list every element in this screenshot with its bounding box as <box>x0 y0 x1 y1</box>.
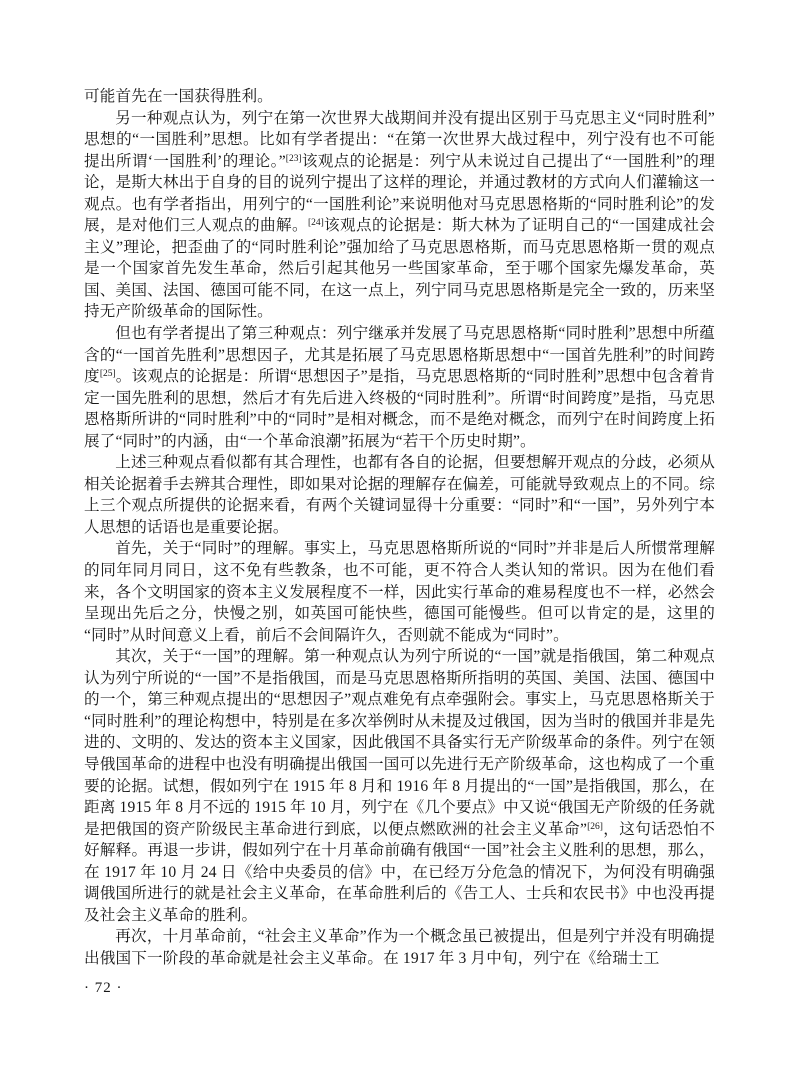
paragraph: 上述三种观点看似都有其合理性，也都有各自的论据，但要想解开观点的分歧，必须从相关论据着手去辨其合理性，即如果对论据的理解存在偏差，可能就导致观点上的不同。综上三个观点所提供的论据来看，有两个关键词显得十分重要：“同时”和“一国”，另外列宁本人思想的话语也是重要论据。 <box>84 454 715 536</box>
citation-marker: [24] <box>307 218 324 229</box>
paragraph: 可能首先在一国获得胜利。 <box>84 88 273 105</box>
page-number: · 72 · <box>84 980 123 997</box>
paragraph: 其次，关于“一国”的理解。第一种观点认为列宁所说的“一国”就是指俄国，第二种观点认为列宁所说的“一国”不是指俄国，而是马克思恩格斯所指明的英国、美国、法国、德国中的一个，第三种观点提出的“思想因子”观点难免有点牵强附会。事实上，马克思恩格斯关于“同时胜利”的理论构想中，特别是在多次举例时从未提及过俄国，因为当时的俄国并非是先进的、文明的、发达的资本主义国家，因此俄国不具备实行无产阶级革命的条件。列宁在领导俄国革命的进程中也没有明确提出俄国一国可以先进行无产阶级革命，这也构成了一个重要的论据。试想，假如列宁在 1915 年 8 月和 1916 年 8 月提出的“一国”是指俄国，那么，在距离 1915 年 8 月不远的 1915 年 10 月，列宁在《几个要点》中又说“俄国无产阶级的任务就是把俄国的资产阶级民主革命进行到底，以便点燃欧洲的社会主义革命”[26]，这句话恐怕不好解释。再退一步讲，假如列宁在十月革命前确有俄国“一国”社会主义胜利的思想，那么，在 1917 年 10 月 24 日《给中央委员的信》中，在已经万分危急的情况下，为何没有明确强调俄国所进行的就是社会主义革命，在革命胜利后的《告工人、士兵和农民书》中也没再提及社会主义革命的胜利。 <box>84 648 715 924</box>
citation-marker: [26] <box>587 821 603 832</box>
paragraph: 首先，关于“同时”的理解。事实上，马克思恩格斯所说的“同时”并非是后人所惯常理解的同年同月同日，这不免有些教条，也不可能，更不符合人类认知的常识。因为在他们看来，各个文明国家的资本主义发展程度不一样，因此实行革命的难易程度也不一样，必然会呈现出先后之分，快慢之别，如英国可能快些，德国可能慢些。但可以肯定的是，这里的“同时”从时间意义上看，前后不会间隔许久，否则就不能成为“同时”。 <box>84 540 715 644</box>
text-body <box>84 86 715 969</box>
citation-marker: [25] <box>99 369 116 380</box>
citation-marker: [23] <box>285 153 302 164</box>
paragraph: 再次，十月革命前，“社会主义革命”作为一个概念虽已被提出，但是列宁并没有明确提出俄国下一阶段的革命就是社会主义革命。在 1917 年 3 月中旬，列宁在《给瑞士工 <box>84 928 715 967</box>
paragraph: 另一种观点认为，列宁在第一次世界大战期间并没有提出区别于马克思主义“同时胜利”思想的“一国胜利”思想。比如有学者提出：“在第一次世界大战过程中，列宁没有也不可能提出所谓‘一国胜利’的理论。”[23]该观点的论据是：列宁从未说过自己提出了“一国胜利”的理论，是斯大林出于自身的目的说列宁提出了这样的理论，并通过教材的方式向人们灌输这一观点。也有学者指出，用列宁的“一国胜利论”来说明他对马克思恩格斯的“同时胜利论”的发展，是对他们三人观点的曲解。[24]该观点的论据是：斯大林为了证明自己的“一国建成社会主义”理论，把歪曲了的“同时胜利论”强加给了马克思恩格斯，而马克思恩格斯一贯的观点是一个国家首先发生革命，然后引起其他另一些国家革命，至于哪个国家先爆发革命，英国、美国、法国、德国可能不同，在这一点上，列宁同马克思恩格斯是完全一致的，历来坚持无产阶级革命的国际性。 <box>84 109 716 321</box>
paragraph: 但也有学者提出了第三种观点：列宁继承并发展了马克思恩格斯“同时胜利”思想中所蕴含的“一国首先胜利”思想因子，尤其是拓展了马克思恩格斯思想中“一国首先胜利”的时间跨度[25]。该观点的论据是：所谓“思想因子”是指，马克思恩格斯的“同时胜利”思想中包含着肯定一国先胜利的思想，然后才有先后进入终极的“同时胜利”。所谓“时间跨度”是指，马克思恩格斯所讲的“同时胜利”中的“同时”是相对概念，而不是绝对概念，而列宁在时间跨度上拓展了“同时”的内涵，由“一个革命浪潮”拓展为“若干个历史时期”。 <box>84 325 716 450</box>
